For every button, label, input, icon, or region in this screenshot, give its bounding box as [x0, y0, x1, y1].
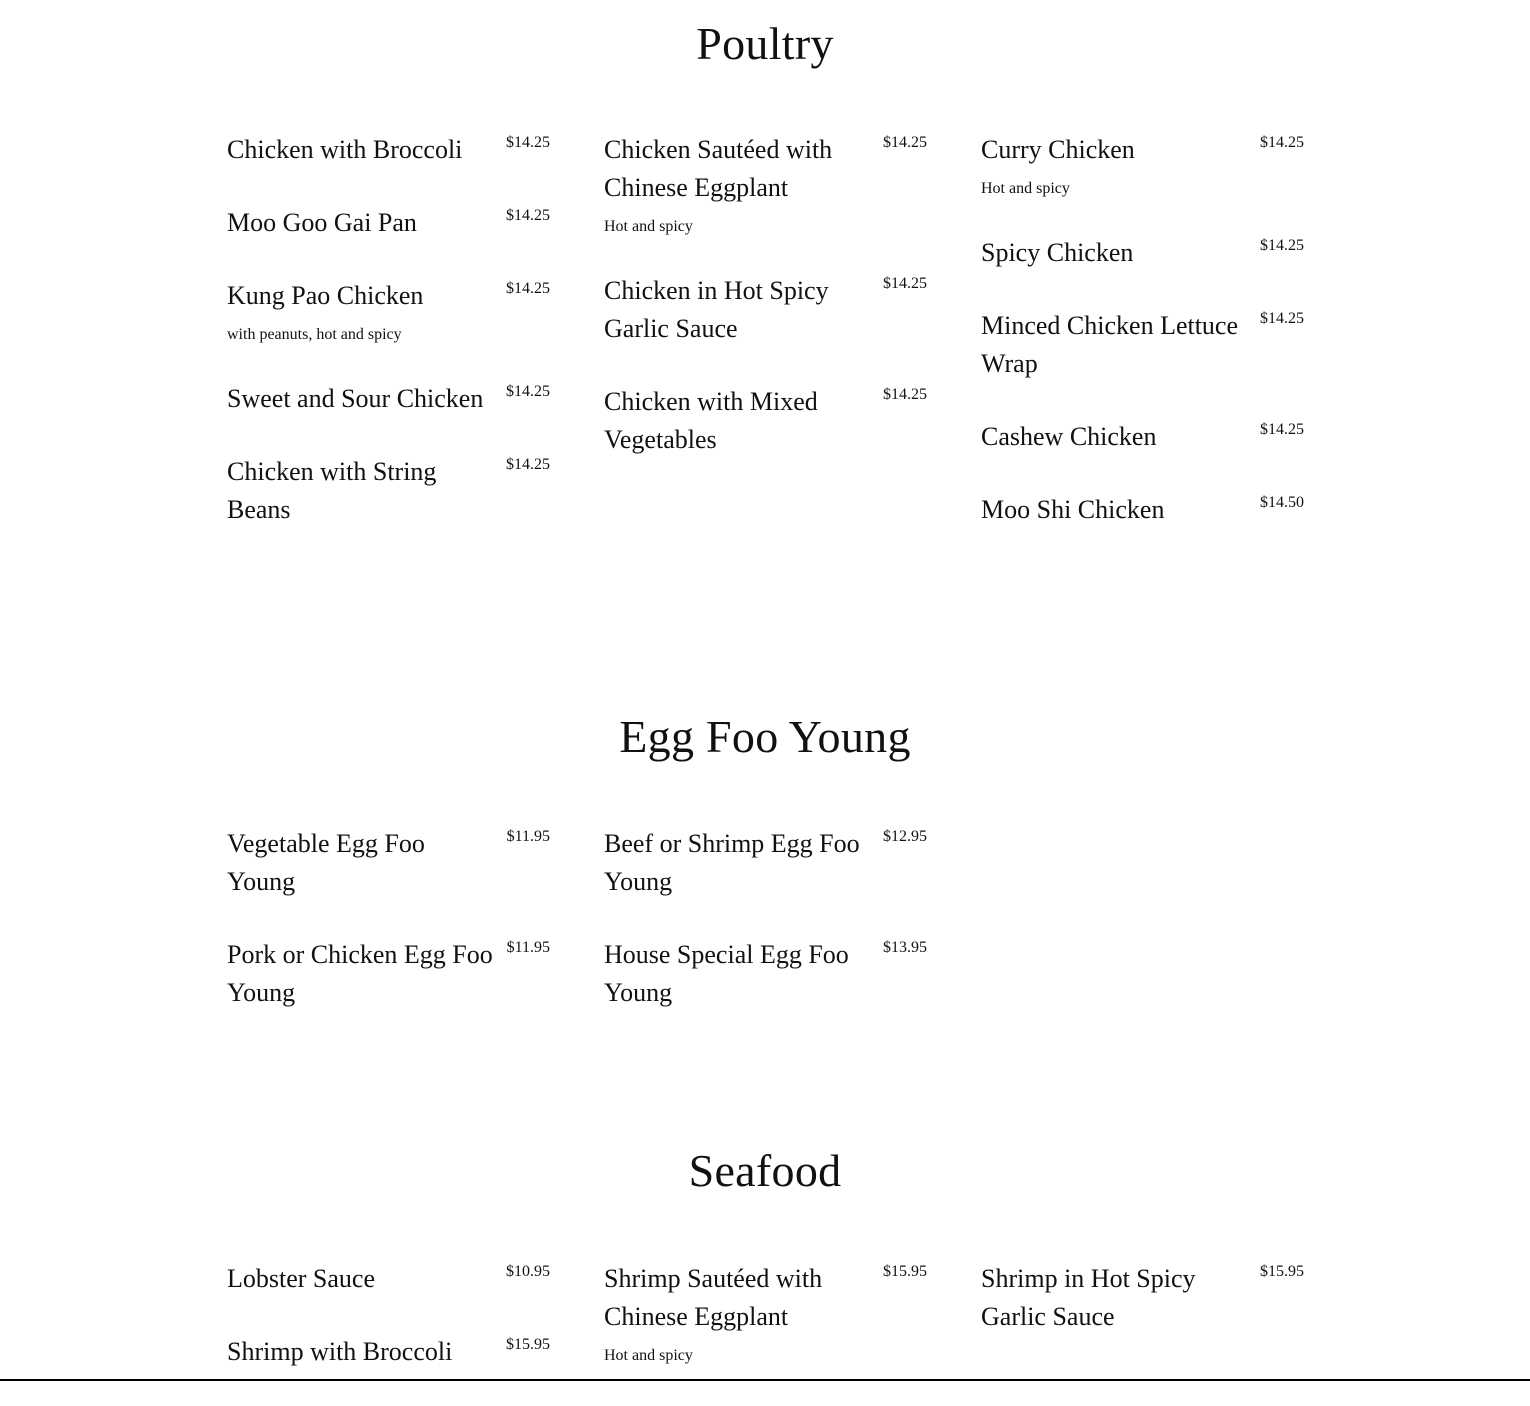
menu-item-name: Sweet and Sour Chicken	[227, 384, 484, 413]
menu-item-name: House Special Egg Foo Young	[604, 940, 849, 1007]
menu-item-name: Pork or Chicken Egg Foo Young	[227, 940, 493, 1007]
section-title: Egg Foo Young	[619, 711, 911, 762]
menu-item-name: Minced Chicken Lettuce Wrap	[981, 311, 1239, 378]
menu-item-name: Shrimp in Hot Spicy Garlic Sauce	[981, 1264, 1196, 1331]
menu-item-price: $14.25	[883, 275, 927, 292]
menu-item-name: Chicken with String Beans	[227, 457, 437, 524]
menu-item-price: $15.95	[1260, 1263, 1304, 1280]
menu-item-price: $14.25	[506, 207, 550, 224]
menu-item-price: $13.95	[883, 939, 927, 956]
menu-item-name: Shrimp with Broccoli	[227, 1337, 453, 1366]
section-title: Seafood	[688, 1145, 842, 1196]
menu-item-name: Vegetable Egg Foo Young	[227, 829, 425, 896]
menu-item	[227, 380, 550, 418]
menu-column	[604, 131, 927, 494]
menu-item	[981, 131, 1304, 199]
menu-item	[981, 418, 1304, 456]
menu-item	[227, 204, 550, 242]
menu-item	[227, 453, 550, 529]
menu-item-price: $14.25	[883, 386, 927, 403]
menu-column	[227, 1260, 550, 1406]
menu-column	[981, 131, 1304, 564]
menu-item	[981, 1260, 1304, 1336]
menu-item-price: $14.25	[883, 134, 927, 151]
menu-item	[227, 131, 550, 169]
menu-item-name: Chicken with Broccoli	[227, 135, 463, 164]
menu-item-price: $11.95	[506, 939, 550, 956]
menu-item-price: $10.95	[506, 1263, 550, 1280]
menu-item	[981, 491, 1304, 529]
menu-item-name: Moo Shi Chicken	[981, 495, 1165, 524]
menu-item	[604, 383, 927, 459]
menu-item-price: $14.25	[506, 280, 550, 297]
menu-item-price: $14.50	[1260, 494, 1304, 511]
menu-item-price: $15.95	[883, 1263, 927, 1280]
menu-item-price: $14.25	[1260, 310, 1304, 327]
menu-item	[227, 1260, 550, 1298]
menu-item-description: with peanuts, hot and spicy	[227, 326, 402, 343]
menu-item-name: Chicken Sautéed with Chinese Eggplant	[604, 135, 833, 202]
section-title: Poultry	[696, 18, 834, 69]
menu-item-price: $14.25	[1260, 421, 1304, 438]
menu-item-price: $14.25	[506, 456, 550, 473]
menu-item-name: Chicken with Mixed Vegetables	[604, 387, 818, 454]
menu-item-price: $11.95	[506, 828, 550, 845]
menu-item	[227, 825, 550, 901]
menu-item-name: Lobster Sauce	[227, 1264, 376, 1293]
menu-item-name: Chicken in Hot Spicy Garlic Sauce	[604, 276, 829, 343]
menu-item	[604, 936, 927, 1012]
menu-column	[981, 1260, 1304, 1371]
menu-item-price: $14.25	[1260, 134, 1304, 151]
menu-item-name: Curry Chicken	[981, 135, 1135, 164]
menu-item-price: $12.95	[883, 828, 927, 845]
menu-item	[981, 307, 1304, 383]
menu-item	[227, 936, 550, 1012]
menu-item-description: Hot and spicy	[604, 1347, 693, 1364]
menu-item	[981, 234, 1304, 272]
menu-item	[604, 1260, 927, 1366]
menu-column	[227, 131, 550, 564]
menu-item-price: $14.25	[1260, 237, 1304, 254]
menu-item-price: $14.25	[506, 134, 550, 151]
menu-item-name: Shrimp Sautéed with Chinese Eggplant	[604, 1264, 823, 1331]
menu-item-name: Spicy Chicken	[981, 238, 1134, 267]
menu-column	[604, 825, 927, 1047]
menu-item	[227, 277, 550, 345]
menu-item-name: Kung Pao Chicken	[227, 281, 424, 310]
menu-item-name: Beef or Shrimp Egg Foo Young	[604, 829, 860, 896]
menu-item-price: $14.25	[506, 383, 550, 400]
menu-column	[227, 825, 550, 1047]
menu-item	[604, 272, 927, 348]
menu-item-description: Hot and spicy	[981, 180, 1070, 197]
menu-item-name: Moo Goo Gai Pan	[227, 208, 417, 237]
menu-item-price: $15.95	[506, 1336, 550, 1353]
menu-item	[604, 131, 927, 237]
menu-item-name: Cashew Chicken	[981, 422, 1157, 451]
menu-item-description: Hot and spicy	[604, 218, 693, 235]
bottom-divider	[0, 1379, 1530, 1381]
menu-item	[227, 1333, 550, 1371]
menu-item	[604, 825, 927, 901]
